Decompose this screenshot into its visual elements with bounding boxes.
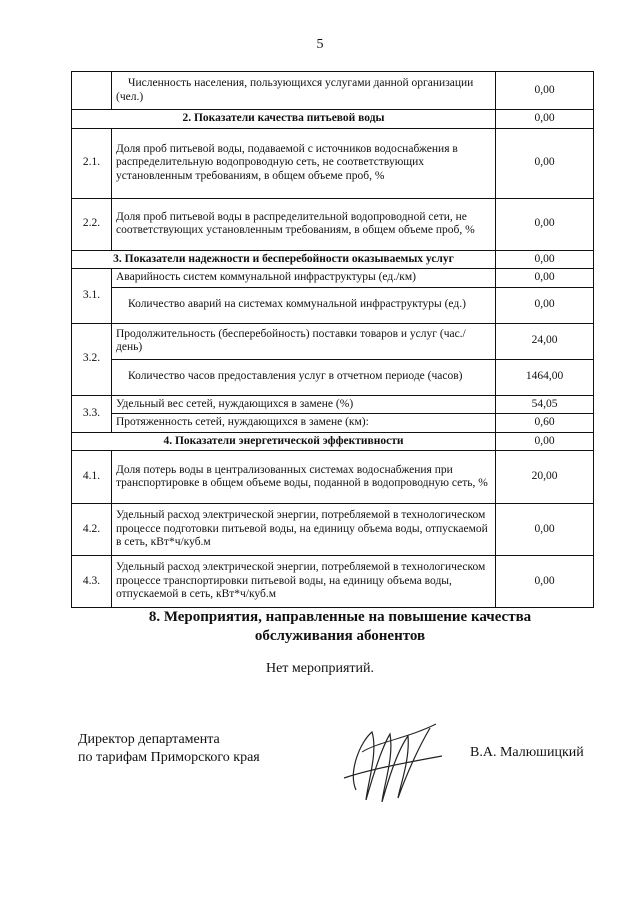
- signer-position-line-2: по тарифам Приморского края: [78, 750, 260, 765]
- row-number: 4.3.: [72, 556, 112, 608]
- handwritten-signature: [338, 712, 448, 812]
- section-8-title-line-2: обслуживания абонентов: [254, 628, 426, 644]
- table-row: [72, 72, 594, 110]
- row-value: 0,00: [496, 504, 594, 556]
- row-indicator: Количество аварий на системах коммунальной инфраструктуры (ед.): [112, 287, 496, 323]
- section-row: [72, 110, 594, 129]
- section-heading: 2. Показатели качества питьевой воды: [72, 110, 496, 129]
- table-row: [72, 323, 594, 359]
- row-value: 1464,00: [496, 359, 594, 395]
- table-row: [72, 359, 594, 395]
- row-value: 54,05: [496, 395, 594, 414]
- row-number: [72, 72, 112, 110]
- row-value: 0,00: [496, 72, 594, 110]
- section-8-title: [100, 608, 580, 646]
- row-number: 4.2.: [72, 504, 112, 556]
- row-indicator: Удельный расход электрической энергии, потребляемой в технологическом процессе подготовки питьевой воды, на единицу объема воды, отпускаемой в сеть, кВт*ч/куб.м: [112, 504, 496, 556]
- row-value: 0,00: [496, 269, 594, 288]
- row-indicator: Продолжительность (бесперебойность) поставки товаров и услуг (час./день): [112, 323, 496, 359]
- table-row: [72, 269, 594, 288]
- section-row: [72, 250, 594, 269]
- table-row: [72, 414, 594, 433]
- section-8-title-line-1: 8. Мероприятия, направленные на повышение качества: [148, 609, 532, 625]
- row-number: 3.1.: [72, 269, 112, 324]
- row-value: 0,00: [496, 287, 594, 323]
- row-number: 2.1.: [72, 128, 112, 198]
- table-row: [72, 198, 594, 250]
- row-indicator: Удельный вес сетей, нуждающихся в замене (%): [112, 395, 496, 414]
- row-number: 4.1.: [72, 451, 112, 504]
- section-heading: 4. Показатели энергетической эффективности: [72, 432, 496, 451]
- table-row: [72, 451, 594, 504]
- table-row: [72, 556, 594, 608]
- row-indicator: Доля проб питьевой воды, подаваемой с источников водоснабжения в распределительную водопроводную сеть, не соответствующих установленным требованиям, в общем объеме проб, %: [112, 128, 496, 198]
- indicators-table: [71, 71, 594, 608]
- signer-name: В.А. Малюшицкий: [470, 745, 584, 760]
- row-number: 3.3.: [72, 395, 112, 432]
- page-number: 5: [316, 37, 324, 52]
- table-row: [72, 128, 594, 198]
- section-heading: 3. Показатели надежности и бесперебойности оказываемых услуг: [72, 250, 496, 269]
- row-indicator: Доля проб питьевой воды в распределительной водопроводной сети, не соответствующих установленным требованиям, в общем объеме проб, %: [112, 198, 496, 250]
- signer-position-line-1: Директор департамента: [78, 732, 220, 747]
- table-row: [72, 287, 594, 323]
- row-value: 0,00: [496, 198, 594, 250]
- row-indicator: Протяженность сетей, нуждающихся в замене (км):: [112, 414, 496, 433]
- row-value: 20,00: [496, 451, 594, 504]
- row-indicator: Численность населения, пользующихся услугами данной организации (чел.): [112, 72, 496, 110]
- row-indicator: Доля потерь воды в централизованных системах водоснабжения при транспортировке в общем объеме воды, поданной в водопроводную сеть, %: [112, 451, 496, 504]
- section-8-body: Нет мероприятий.: [265, 661, 375, 676]
- table-row: [72, 504, 594, 556]
- row-value: 0,00: [496, 128, 594, 198]
- row-indicator: Количество часов предоставления услуг в отчетном периоде (часов): [112, 359, 496, 395]
- row-value: 0,00: [496, 432, 594, 451]
- row-number: 3.2.: [72, 323, 112, 395]
- signer-position: [78, 731, 260, 767]
- row-value: 0,00: [496, 556, 594, 608]
- row-number: 2.2.: [72, 198, 112, 250]
- row-value: 0,60: [496, 414, 594, 433]
- row-value: 0,00: [496, 250, 594, 269]
- row-indicator: Удельный расход электрической энергии, потребляемой в технологическом процессе транспортировки питьевой воды, на единицу объема воды, отпускаемой в сеть, кВт*ч/куб.м: [112, 556, 496, 608]
- row-value: 0,00: [496, 110, 594, 129]
- section-row: [72, 432, 594, 451]
- row-value: 24,00: [496, 323, 594, 359]
- row-indicator: Аварийность систем коммунальной инфраструктуры (ед./км): [112, 269, 496, 288]
- table-row: [72, 395, 594, 414]
